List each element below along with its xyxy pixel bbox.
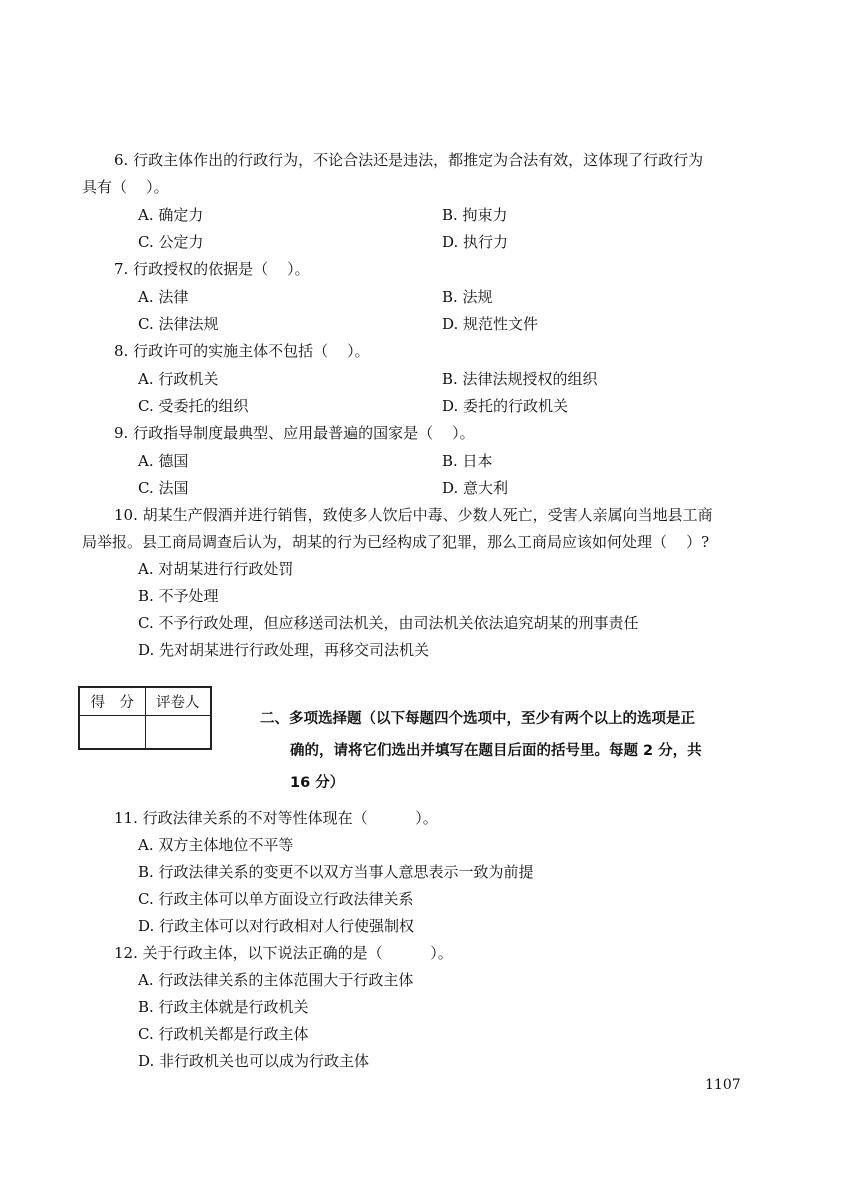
question-10-stem-line2: 局举报。县工商局调查后认为，胡某的行为已经构成了犯罪，那么工商局应该如何处理（ ）?: [82, 533, 710, 551]
grader-label: 评卷人: [145, 687, 211, 716]
question-6-option-d: D. 执行力: [442, 233, 509, 251]
question-9-stem: 9. 行政指导制度最典型、应用最普遍的国家是（ ）。: [114, 424, 475, 442]
question-7-option-a: A. 法律: [138, 288, 189, 306]
question-9-option-d: D. 意大利: [442, 479, 509, 497]
question-6-option-a: A. 确定力: [138, 206, 204, 224]
score-cell: [79, 716, 145, 750]
question-12-option-d: D. 非行政机关也可以成为行政主体: [138, 1052, 370, 1070]
question-8-option-d: D. 委托的行政机关: [442, 397, 569, 415]
question-7-option-b: B. 法规: [442, 288, 493, 306]
question-7-option-d: D. 规范性文件: [442, 315, 539, 333]
question-6-option-c: C. 公定力: [138, 233, 204, 251]
question-7-stem: 7. 行政授权的依据是（ ）。: [114, 260, 310, 278]
question-11-option-a: A. 双方主体地位不平等: [138, 836, 294, 854]
question-6-stem-line2: 具有（ ）。: [82, 178, 169, 196]
question-10-option-b: B. 不予处理: [138, 587, 219, 605]
question-9-option-c: C. 法国: [138, 479, 189, 497]
question-8-option-c: C. 受委托的组织: [138, 397, 249, 415]
question-9-option-a: A. 德国: [138, 452, 189, 470]
question-12-option-c: C. 行政机关都是行政主体: [138, 1025, 309, 1043]
question-10-option-a: A. 对胡某进行行政处罚: [138, 560, 294, 578]
score-box: [78, 686, 212, 750]
section-2-heading-line3: 16 分）: [290, 775, 345, 791]
question-10-stem-line1: 10. 胡某生产假酒并进行销售，致使多人饮后中毒、少数人死亡，受害人亲属向当地县工商: [114, 506, 713, 524]
section-2-heading-line1: 二、多项选择题（以下每题四个选项中，至少有两个以上的选项是正: [260, 711, 695, 727]
question-11-option-c: C. 行政主体可以单方面设立行政法律关系: [138, 890, 414, 908]
question-8-option-a: A. 行政机关: [138, 370, 219, 388]
score-label: 得 分: [79, 687, 145, 716]
section-2-heading-line2: 确的，请将它们选出并填写在题目后面的括号里。每题 2 分，共: [290, 743, 702, 759]
question-6-option-b: B. 拘束力: [442, 206, 508, 224]
question-8-option-b: B. 法律法规授权的组织: [442, 370, 598, 388]
page-number: 1107: [705, 1077, 741, 1093]
question-7-option-c: C. 法律法规: [138, 315, 219, 333]
question-11-option-d: D. 行政主体可以对行政相对人行使强制权: [138, 917, 415, 935]
question-12-option-b: B. 行政主体就是行政机关: [138, 998, 309, 1016]
question-11-stem: 11. 行政法律关系的不对等性体现在（ ）。: [114, 809, 438, 827]
grader-cell: [145, 716, 211, 750]
question-6-stem-line1: 6. 行政主体作出的行政行为，不论合法还是违法，都推定为合法有效，这体现了行政行为: [114, 151, 704, 169]
question-10-option-d: D. 先对胡某进行行政处理，再移交司法机关: [138, 641, 430, 659]
question-8-stem: 8. 行政许可的实施主体不包括（ ）。: [114, 342, 370, 360]
question-11-option-b: B. 行政法律关系的变更不以双方当事人意思表示一致为前提: [138, 863, 534, 881]
question-12-stem: 12. 关于行政主体，以下说法正确的是（ ）。: [114, 944, 453, 962]
question-12-option-a: A. 行政法律关系的主体范围大于行政主体: [138, 971, 414, 989]
question-10-option-c: C. 不予行政处理，但应移送司法机关，由司法机关依法追究胡某的刑事责任: [138, 614, 639, 632]
question-9-option-b: B. 日本: [442, 452, 493, 470]
